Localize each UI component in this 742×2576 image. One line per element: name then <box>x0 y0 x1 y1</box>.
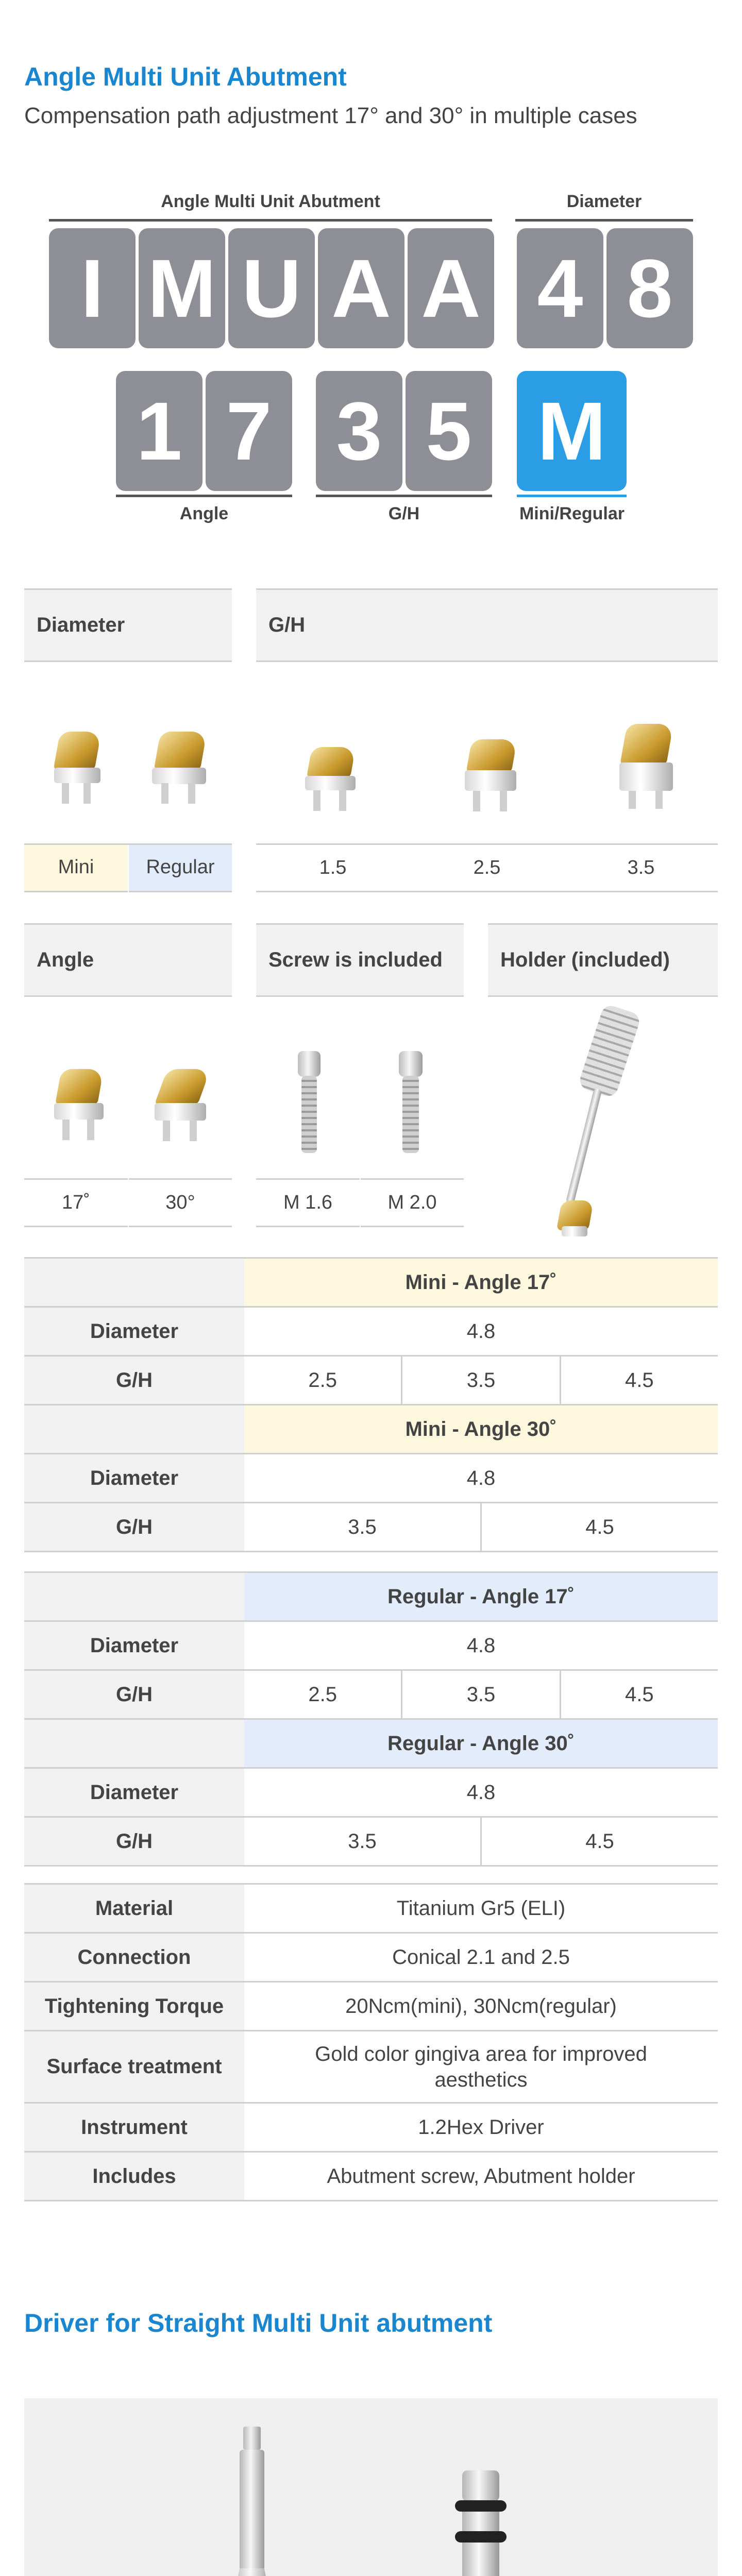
diameter-header: Diameter <box>24 588 232 662</box>
spec-value: 20Ncm(mini), 30Ncm(regular) <box>345 1995 617 2018</box>
cell-value: 3.5 <box>401 1357 559 1404</box>
row-key: Diameter <box>24 1769 244 1816</box>
spec-key: Surface treatment <box>24 2031 244 2102</box>
cell-value: 4.5 <box>560 1357 718 1404</box>
spec-row <box>24 2153 718 2201</box>
page-subtitle: Compensation path adjustment 17° and 30° in multiple cases <box>24 103 637 128</box>
table-row <box>24 1357 718 1405</box>
holder-header: Holder (included) <box>488 923 718 997</box>
cell-value: 3.5 <box>348 1516 377 1538</box>
page-title: Angle Multi Unit Abutment <box>24 62 347 91</box>
cell-value: 4.5 <box>480 1818 718 1865</box>
table-row <box>24 1573 718 1622</box>
screw-label: M 2.0 <box>361 1178 464 1227</box>
table-row <box>24 1259 718 1308</box>
gh-header: G/H <box>256 588 718 662</box>
code-box: 1 <box>116 371 203 491</box>
spec-key: Material <box>24 1885 244 1932</box>
spec-row <box>24 1982 718 2031</box>
table-row <box>24 1622 718 1671</box>
code-box: 3 <box>316 371 402 491</box>
cell-value: 4.8 <box>466 1467 496 1489</box>
code-caption-line <box>316 495 492 497</box>
mini-angle17-title: Mini - Angle 17˚ <box>244 1259 718 1306</box>
code-box: U <box>228 228 315 348</box>
spec-key: Tightening Torque <box>24 1982 244 2030</box>
table-row <box>24 1308 718 1357</box>
gh-label: 2.5 <box>410 843 564 892</box>
diameter-regular-label: Regular <box>129 843 232 892</box>
cell-value: 2.5 <box>308 1369 337 1392</box>
table-row <box>24 1503 718 1552</box>
angle-label: 30° <box>129 1178 232 1227</box>
table-row <box>24 1720 718 1769</box>
gh-label: 3.5 <box>564 843 718 892</box>
cell-value: 4.5 <box>560 1671 718 1718</box>
spec-value: Gold color gingiva area for improved aesthetics <box>315 2042 647 2091</box>
angle-label: 17˚ <box>24 1178 128 1227</box>
code-box: 7 <box>206 371 292 491</box>
code-caption-angle: Angle <box>179 504 229 523</box>
mini-angle30-title: Mini - Angle 30˚ <box>244 1405 718 1453</box>
code-box: I <box>49 228 136 348</box>
table-row <box>24 1769 718 1818</box>
cell-value: 2.5 <box>308 1683 337 1706</box>
code-caption-mini-regular: Mini/Regular <box>519 504 625 523</box>
row-key: Diameter <box>24 1622 244 1669</box>
code-caption-gh: G/H <box>388 504 420 523</box>
row-key: G/H <box>24 1671 244 1718</box>
code-box: 5 <box>406 371 492 491</box>
spec-key: Includes <box>24 2153 244 2200</box>
code-box: M <box>139 228 225 348</box>
cell-value: 4.8 <box>466 1634 496 1657</box>
spec-row <box>24 1934 718 1982</box>
table-row <box>24 1405 718 1454</box>
divider <box>24 843 232 845</box>
code-box: 4 <box>517 228 603 348</box>
cell-value: 4.5 <box>480 1503 718 1551</box>
driver-image-panel <box>24 2398 718 2576</box>
row-key: G/H <box>24 1503 244 1551</box>
table-row <box>24 1454 718 1503</box>
gh-label: 1.5 <box>256 843 410 892</box>
row-key: G/H <box>24 1818 244 1865</box>
spec-value: Titanium Gr5 (ELI) <box>396 1897 566 1920</box>
code-box: A <box>318 228 404 348</box>
cell-value: 3.5 <box>348 1830 377 1853</box>
diameter-mini-label: Mini <box>24 843 128 892</box>
code-caption-line <box>116 495 292 497</box>
cell-value: 3.5 <box>401 1671 559 1718</box>
code-box-highlight: M <box>517 371 627 491</box>
spec-value: 1.2Hex Driver <box>418 2116 544 2139</box>
spec-key: Instrument <box>24 2104 244 2151</box>
spec-row <box>24 1885 718 1934</box>
code-caption-line <box>49 219 492 222</box>
code-caption-line <box>517 495 627 497</box>
regular-angle30-title: Regular - Angle 30˚ <box>244 1720 718 1767</box>
row-key: Diameter <box>24 1308 244 1355</box>
regular-angle17-title: Regular - Angle 17˚ <box>244 1573 718 1620</box>
table-row <box>24 1671 718 1720</box>
code-box: A <box>408 228 494 348</box>
spec-row <box>24 2031 718 2104</box>
cell-value: 4.8 <box>466 1781 496 1804</box>
spec-value: Conical 2.1 and 2.5 <box>392 1946 570 1969</box>
table-row <box>24 1818 718 1867</box>
spec-value: Abutment screw, Abutment holder <box>327 2165 635 2188</box>
code-caption-diameter: Diameter <box>566 192 642 211</box>
row-key: G/H <box>24 1357 244 1404</box>
code-box: 8 <box>606 228 693 348</box>
row-key: Diameter <box>24 1454 244 1502</box>
angle-header: Angle <box>24 923 232 997</box>
spec-row <box>24 2104 718 2153</box>
code-caption-line <box>515 219 693 222</box>
spec-key: Connection <box>24 1934 244 1981</box>
cell-value: 4.8 <box>466 1320 496 1343</box>
screw-header: Screw is included <box>256 923 464 997</box>
screw-label: M 1.6 <box>256 1178 360 1227</box>
code-caption-product: Angle Multi Unit Abutment <box>161 192 380 211</box>
driver-section-title: Driver for Straight Multi Unit abutment <box>24 2309 493 2337</box>
